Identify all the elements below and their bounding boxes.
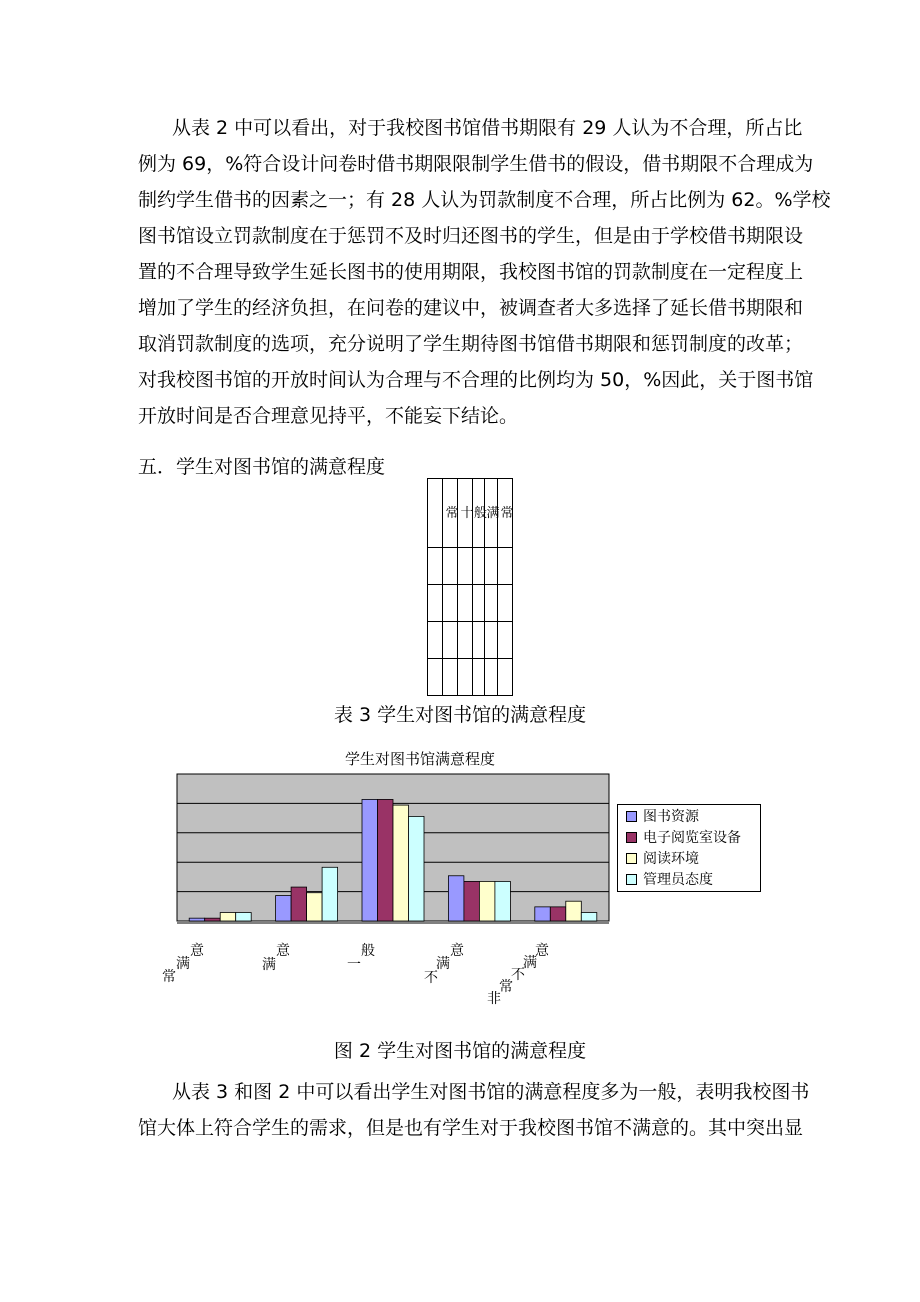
bar-图书资源-非常满意 <box>189 918 205 921</box>
legend-swatch <box>626 853 637 864</box>
figure-caption: 图 2 学生对图书馆的满意程度 <box>333 1040 587 1062</box>
table-header-cell: 般 <box>473 479 485 548</box>
paragraph-line: 置的不合理导致学生延长图书的使用期限，我校图书馆的罚款制度在一定程度上 <box>138 261 804 283</box>
legend-swatch <box>626 874 637 885</box>
legend-item: 阅读环境 <box>626 849 699 869</box>
table-row <box>428 659 513 696</box>
bar-阅读环境-非常不满意 <box>566 901 582 921</box>
category-label: 意 满 <box>262 943 290 973</box>
table-header-cell <box>428 479 443 548</box>
table-row <box>428 585 513 622</box>
paragraph-line: 对我校图书馆的开放时间认为合理与不合理的比例均为 50，%因此，关于图书馆 <box>138 369 814 391</box>
legend-swatch <box>626 811 637 822</box>
bar-图书资源-一般 <box>362 799 378 921</box>
bar-阅读环境-非常满意 <box>220 913 236 921</box>
paragraph-line: 增加了学生的经济负担，在问卷的建议中，被调查者大多选择了延长借书期限和 <box>138 297 804 319</box>
legend-item: 图书资源 <box>626 807 699 827</box>
table-header-cell: 常 <box>443 479 458 548</box>
paragraph-line: 从表 2 中可以看出，对于我校图书馆借书期限有 29 人认为不合理，所占比 <box>172 117 803 139</box>
category-label: 意 满 不 <box>424 943 464 986</box>
bar-图书资源-不满意 <box>448 876 464 921</box>
table-caption: 表 3 学生对图书馆的满意程度 <box>333 704 587 726</box>
bar-管理员态度-非常不满意 <box>581 913 597 921</box>
bar-管理员态度-不满意 <box>495 881 511 921</box>
bar-管理员态度-一般 <box>409 816 425 921</box>
bar-电子阅览室设备-满意 <box>291 887 307 921</box>
bar-管理员态度-非常满意 <box>236 913 252 921</box>
legend-item: 电子阅览室设备 <box>626 828 741 848</box>
table-header-cell: 满 <box>485 479 498 548</box>
table-header-cell: 十 <box>458 479 473 548</box>
paragraph-1 <box>138 110 831 434</box>
bar-电子阅览室设备-一般 <box>378 799 394 921</box>
paragraph-line: 馆大体上符合学生的需求，但是也有学生对于我校图书馆不满意的。其中突出显 <box>138 1117 804 1139</box>
bar-阅读环境-一般 <box>393 805 409 921</box>
category-label: 意 满 常 <box>162 943 204 985</box>
chart-title: 学生对图书馆满意程度 <box>344 750 495 768</box>
paragraph-line: 开放时间是否合理意见持平，不能妄下结论。 <box>138 405 519 427</box>
bar-阅读环境-满意 <box>307 893 323 921</box>
bar-电子阅览室设备-不满意 <box>464 881 480 921</box>
category-label: 般 一 <box>347 943 375 973</box>
bar-图书资源-非常不满意 <box>535 907 551 921</box>
paragraph-2 <box>138 1074 810 1146</box>
bar-电子阅览室设备-非常满意 <box>205 918 221 921</box>
paragraph-line: 图书馆设立罚款制度在于惩罚不及时归还图书的学生，但是由于学校借书期限设 <box>138 225 804 247</box>
paragraph-line: 取消罚款制度的选项，充分说明了学生期待图书馆借书期限和惩罚制度的改革； <box>138 333 804 355</box>
bar-管理员态度-满意 <box>322 867 338 921</box>
satisfaction-table <box>427 478 513 696</box>
section-heading: 五．学生对图书馆的满意程度 <box>138 456 386 478</box>
paragraph-line: 从表 3 和图 2 中可以看出学生对图书馆的满意程度多为一般，表明我校图书 <box>172 1081 810 1103</box>
category-label: 意 满 不 常 非 <box>487 943 549 1007</box>
legend-item: 管理员态度 <box>626 870 713 890</box>
chart-legend <box>617 804 761 892</box>
plot-floor <box>177 921 609 924</box>
legend-swatch <box>626 832 637 843</box>
paragraph-line: 例为 69，%符合设计问卷时借书期限限制学生借书的假设，借书期限不合理成为 <box>138 153 814 175</box>
bar-电子阅览室设备-非常不满意 <box>550 907 566 921</box>
table-header-cell: 常 <box>498 479 513 548</box>
bar-图书资源-满意 <box>276 896 292 921</box>
paragraph-line: 制约学生借书的因素之一；有 28 人认为罚款制度不合理，所占比例为 62。%学校 <box>138 189 831 211</box>
table-row <box>428 548 513 585</box>
bar-阅读环境-不满意 <box>479 881 495 921</box>
table-row <box>428 622 513 659</box>
